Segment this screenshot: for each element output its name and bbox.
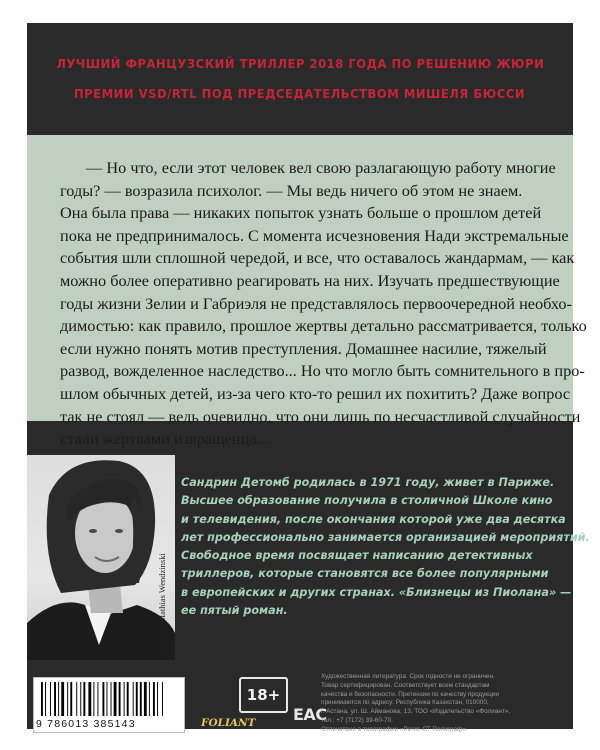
excerpt-line: Она была права — никаких попыток узнать больше о прошлом детей	[60, 203, 542, 223]
publisher-logo: FOLIANT	[201, 717, 256, 729]
award-line-2: ПРЕМИИ VSD/RTL ПОД ПРЕДСЕДАТЕЛЬСТВОМ МИШЕЛЯ БЮССИ	[74, 86, 526, 101]
isbn-barcode	[33, 677, 185, 733]
legal-info	[321, 673, 561, 735]
excerpt-line: шлом обычных детей, из-за чего кто-то решил их похитить? Даже вопрос	[60, 383, 571, 403]
excerpt-line: — Но что, если этот человек вел свою разлагающую работу многие	[86, 158, 556, 177]
author-photo	[27, 455, 175, 660]
bio-line: и телевидения, после окончания которой уже два десятка	[181, 512, 566, 526]
bio-line: Высшее образование получила в столичной Школе кино	[181, 494, 553, 508]
author-portrait-illustration	[27, 455, 175, 660]
bio-line: ее пятый роман.	[181, 604, 288, 618]
bio-line: в европейских и других странах. «Близнецы из Пиолана» —	[181, 585, 572, 599]
excerpt-line: годы жизни Зелии и Габриэля не представлялось первоочередной необхо-	[60, 293, 572, 313]
excerpt-line: так не стоял — ведь очевидно, что они лишь по несчастливой случайности	[60, 406, 581, 426]
legal-line: Отпечатано в типографии «Регис-СТ Полиграф».	[321, 725, 468, 733]
award-line-1: ЛУЧШИЙ ФРАНЦУЗСКИЙ ТРИЛЛЕР 2018 ГОДА ПО РЕШЕНИЮ ЖЮРИ	[56, 56, 544, 71]
bio-line: Сандрин Детомб родилась в 1971 году, живет в Париже.	[181, 476, 555, 489]
photo-credit: Photo © Mathias Wendzinski	[157, 553, 167, 653]
excerpt-panel	[27, 135, 587, 449]
excerpt-line: если нужно понять мотив преступления. Домашнее насилие, тяжелый	[60, 338, 547, 358]
bio-line: триллеров, которые становятся все более популярными	[181, 567, 549, 581]
eac-certification-mark: EAC	[293, 705, 327, 724]
legal-line: г. Астана, ул. Ш. Айманова, 13, ТОО «Издательство «Фолиант»,	[321, 708, 511, 716]
book-back-cover	[27, 23, 590, 733]
legal-line: качества и безопасности. Претензии по качеству продукции	[321, 690, 499, 698]
barcode-bars	[41, 682, 177, 718]
excerpt-text	[60, 157, 587, 451]
legal-line: принимаются по адресу: Республика Казахстан, 010000,	[321, 699, 489, 707]
excerpt-line: пока не предпринималось. С момента исчезновения Нади экстремальные	[60, 225, 569, 245]
legal-line: тел.: +7 (7172) 39-60-70.	[321, 716, 393, 724]
author-bio	[181, 474, 590, 620]
excerpt-line: можно более оперативно реагировать на них. Изучать предшествующие	[60, 270, 560, 290]
legal-line: Товар сертифицирован. Соответствует всем стандартам	[321, 681, 490, 689]
excerpt-line: стали жертвами извращенца...	[60, 429, 269, 449]
award-banner	[27, 23, 573, 135]
bio-line: лет профессионально занимается организацией мероприятий.	[181, 530, 590, 544]
barcode-number: 9 786013 385143	[36, 718, 136, 730]
bio-line: Свободное время посвящает написанию детективных	[181, 549, 533, 563]
age-rating-badge: 18+	[239, 677, 288, 713]
legal-line: Художественная литература. Срок годности не ограничен.	[321, 673, 495, 680]
excerpt-line: димостью: как правило, прошлое жертвы детально рассматривается, только	[60, 316, 587, 336]
excerpt-line: события шли сплошной чередой, и все, что оставалось жандармам, — как	[60, 248, 575, 268]
excerpt-line: развод, вожделенное наследство... Но что могло быть сомнительного в про-	[60, 361, 585, 381]
excerpt-line: годы? — возразила психолог. — Мы ведь ничего об этом не знаем.	[60, 180, 523, 200]
